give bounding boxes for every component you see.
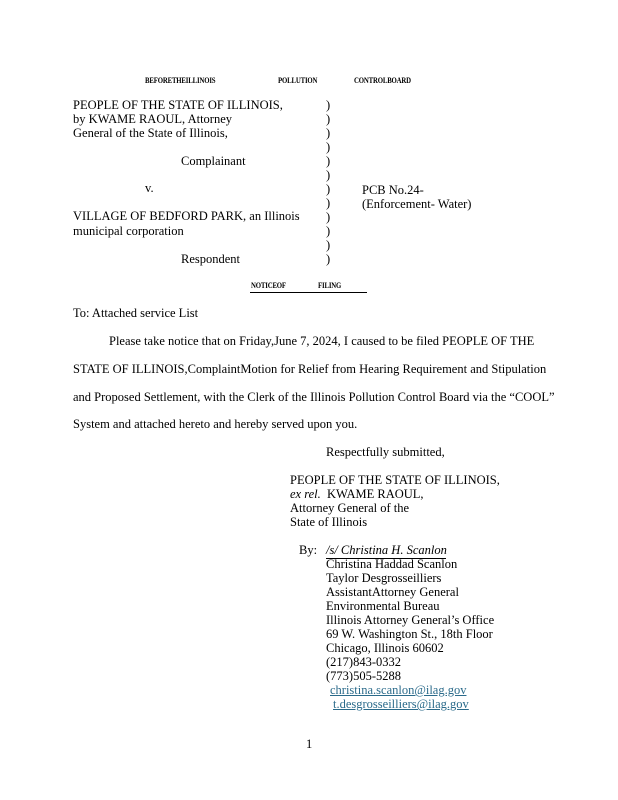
page-number: 1 xyxy=(306,737,313,751)
notice-title-notice: NOTICEOF xyxy=(251,281,286,290)
by-label: By: xyxy=(299,543,318,557)
ex-rel: ex rel. xyxy=(290,487,321,501)
case-number: PCB No.24- xyxy=(362,183,424,197)
caption-respondent-line2: municipal corporation xyxy=(73,224,184,238)
sig-office: Illinois Attorney General’s Office xyxy=(326,613,495,627)
paren: ) xyxy=(326,140,331,154)
notice-body-line4: System and attached hereto and hereby served upon you. xyxy=(73,417,358,431)
sig-city: Chicago, Illinois 60602 xyxy=(326,641,444,655)
caption-respondent: Respondent xyxy=(181,252,241,266)
paren: ) xyxy=(326,182,331,196)
signature-line: /s/ Christina H. Scanlon xyxy=(326,543,447,557)
party-line1: PEOPLE OF THE STATE OF ILLINOIS, xyxy=(290,473,500,487)
caption-line1: PEOPLE OF THE STATE OF ILLINOIS, xyxy=(73,98,283,112)
party-line2 xyxy=(290,488,424,502)
respectfully-submitted: Respectfully submitted, xyxy=(326,445,445,459)
paren: ) xyxy=(326,98,331,112)
sig-phone-1: (217)843-0332 xyxy=(326,655,401,669)
notice-to: To: Attached service List xyxy=(73,306,199,320)
notice-body-line2: STATE OF ILLINOIS,ComplaintMotion for Relief from Hearing Requirement and Stipulation xyxy=(73,362,547,376)
sig-title: AssistantAttorney General xyxy=(326,585,459,599)
paren: ) xyxy=(326,126,331,140)
email-link-1[interactable]: christina.scanlon@ilag.gov xyxy=(330,683,467,697)
paren: ) xyxy=(326,112,331,126)
paren: ) xyxy=(326,252,331,266)
notice-title xyxy=(250,281,367,293)
paren: ) xyxy=(326,168,331,182)
header-before: BEFORETHEILLINOIS xyxy=(145,76,216,85)
party-line4: State of Illinois xyxy=(290,515,368,529)
notice-body-line1: Please take notice that on Friday,June 7, 2024, I caused to be filed PEOPLE OF THE xyxy=(109,334,535,348)
sig-name-1: Christina Haddad Scanlon xyxy=(326,557,458,571)
sig-bureau: Environmental Bureau xyxy=(326,599,440,613)
notice-body-line3: and Proposed Settlement, with the Clerk of the Illinois Pollution Control Board via the “COOL” xyxy=(73,390,555,404)
caption-respondent-line1: VILLAGE OF BEDFORD PARK, an Illinois xyxy=(73,209,300,223)
party-line3: Attorney General of the xyxy=(290,501,410,515)
email-link-2[interactable]: t.desgrosseilliers@ilag.gov xyxy=(333,697,469,711)
ag-name: KWAME RAOUL, xyxy=(327,487,424,501)
paren: ) xyxy=(326,210,331,224)
caption-complainant: Complainant xyxy=(181,154,246,168)
header-pollution: POLLUTION xyxy=(278,76,318,85)
caption-line3: General of the State of Illinois, xyxy=(73,126,228,140)
sig-name-2: Taylor Desgrosseilliers xyxy=(326,571,442,585)
paren: ) xyxy=(326,154,331,168)
paren: ) xyxy=(326,238,331,252)
sig-address: 69 W. Washington St., 18th Floor xyxy=(326,627,493,641)
caption-line2: by KWAME RAOUL, Attorney xyxy=(73,112,233,126)
caption-v: v. xyxy=(145,181,154,195)
paren: ) xyxy=(326,196,331,210)
notice-title-filing: FILING xyxy=(318,281,342,290)
header-board: CONTROLBOARD xyxy=(354,76,411,85)
sig-phone-2: (773)505-5288 xyxy=(326,669,401,683)
case-type: (Enforcement- Water) xyxy=(362,197,472,211)
paren: ) xyxy=(326,224,331,238)
